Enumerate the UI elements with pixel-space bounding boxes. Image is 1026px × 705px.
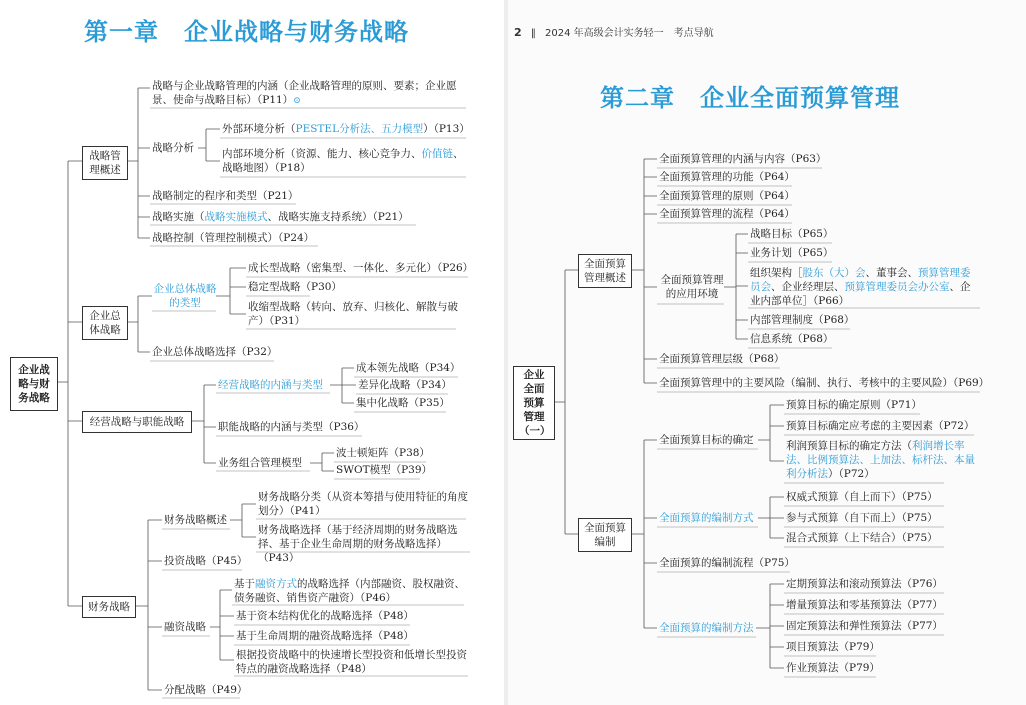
node-item: 成本领先战略（P34） <box>356 362 461 374</box>
node-item: 全面预算管理的原则（P64） <box>659 190 795 202</box>
node-item: 财务战略概述 <box>164 514 227 526</box>
node-item: 利润预算目标的确定方法（利润增长率法、比例预算法、上加法、标杆法、本量利分析法）（P72） <box>786 440 975 480</box>
node-item: 波士顿矩阵（P38） <box>336 447 430 459</box>
node-item: 参与式预算（自下而上）（P75） <box>786 512 938 524</box>
node-item: 全面预算的编制方式 <box>659 512 754 524</box>
node-item: 全面预算管理层级（P68） <box>659 353 785 365</box>
group-label: 企业总体战略 <box>89 310 121 336</box>
node-item: 基于资本结构优化的战略选择（P48） <box>236 610 414 622</box>
group-label: 全面预算编制 <box>584 522 626 548</box>
node-item: 全面预算管理的应用环境 <box>660 274 724 300</box>
root-node <box>513 366 555 440</box>
node-item: 项目预算法（P79） <box>786 641 880 653</box>
node-item: 定期预算法和滚动预算法（P76） <box>786 578 943 590</box>
node-item: 战略目标（P65） <box>750 228 834 240</box>
group-node <box>82 306 128 340</box>
group-label: 财务战略 <box>88 601 130 613</box>
node-item: 全面预算的编制流程（P75） <box>659 557 795 569</box>
group-node <box>82 596 136 618</box>
node-item: 组织架构［股东（大）会、董事会、预算管理委员会、企业经理层、预算管理委员会办公室、企业内部单位］（P66） <box>750 267 971 307</box>
node-item: 财务战略分类（从资本筹措与使用特征的角度划分）（P41） <box>258 491 468 517</box>
root-label: 企业全面预算管理（一） <box>519 369 551 437</box>
root-node <box>10 357 58 411</box>
node-item: 战略实施（战略实施模式、战略实施支持系统）（P21） <box>152 211 409 223</box>
node-item: 收缩型战略（转向、放弃、归核化、解散与破产）（P31） <box>248 301 458 327</box>
node-item: 战略与企业战略管理的内涵（企业战略管理的原则、要素；企业愿景、使命与战略目标）（P11）⊙ <box>152 80 457 106</box>
node-item: 预算目标的确定原则（P71） <box>786 399 922 411</box>
node-item: 固定预算法和弹性预算法（P77） <box>786 620 943 632</box>
node-item: 差异化战略（P34） <box>358 379 452 391</box>
node-item: 外部环境分析（PESTEL分析法、五力模型）（P13） <box>222 123 470 135</box>
node-item: 全面预算目标的确定 <box>659 434 754 446</box>
node-item: 业务计划（P65） <box>750 247 834 259</box>
running-header: 2 ‖ 2024 年高级会计实务轻一 考点导航 <box>514 26 714 39</box>
group-label: 经营战略与职能战略 <box>89 416 185 428</box>
group-node <box>82 411 192 433</box>
node-item: 企业总体战略的类型 <box>153 283 217 309</box>
node-item: 战略制定的程序和类型（P21） <box>152 190 299 202</box>
node-item: 基于融资方式的战略选择（内部融资、股权融资、债务融资、销售资产融资）（P46） <box>234 578 465 604</box>
node-item: 内部环境分析（资源、能力、核心竞争力、价值链、战略地图）（P18） <box>222 148 464 174</box>
node-item: 财务战略选择（基于经济周期的财务战略选择、基于企业生命周期的财务战略选择）（P43） <box>258 524 458 564</box>
node-item: 职能战略的内涵与类型（P36） <box>218 421 365 433</box>
chapter-title: 第一章 企业战略与财务战略 <box>84 17 409 46</box>
node-item: 预算目标确定应考虑的主要因素（P72） <box>786 420 975 432</box>
node-item: 全面预算管理的内涵与内容（P63） <box>659 153 827 165</box>
node-item: 企业总体战略选择（P32） <box>152 346 278 358</box>
root-label: 企业战略与财务战略 <box>18 364 50 404</box>
node-item: 集中化战略（P35） <box>356 397 450 409</box>
node-item: 融资战略 <box>164 621 206 633</box>
group-label: 全面预算管理概述 <box>584 258 626 284</box>
node-item: 战略控制（管理控制模式）（P24） <box>152 232 315 244</box>
node-item: 全面预算管理中的主要风险（编制、执行、考核中的主要风险）（P69） <box>659 377 990 389</box>
node-item: 投资战略（P45） <box>164 555 248 567</box>
node-item: 混合式预算（上下结合）（P75） <box>786 532 938 544</box>
node-item: 稳定型战略（P30） <box>248 281 342 293</box>
node-item: 增量预算法和零基预算法（P77） <box>786 599 943 611</box>
node-item: 成长型战略（密集型、一体化、多元化）（P26） <box>248 262 474 274</box>
page-number: 2 <box>514 26 522 39</box>
group-node <box>82 146 128 180</box>
node-item: 根据投资战略中的快速增长型投资和低增长型投资特点的融资战略选择（P48） <box>236 649 467 675</box>
node-item: 信息系统（P68） <box>750 333 834 345</box>
node-item: 全面预算管理的功能（P64） <box>659 171 795 183</box>
node-item: 分配战略（P49） <box>164 684 248 696</box>
group-node <box>578 518 632 552</box>
node-item: 战略分析 <box>152 142 194 154</box>
group-label: 战略管理概述 <box>89 150 121 176</box>
node-item: 作业预算法（P79） <box>786 662 880 674</box>
node-item: 全面预算的编制方法 <box>659 622 754 634</box>
node-item: 基于生命周期的融资战略选择（P48） <box>236 630 414 642</box>
chapter-title: 第二章 企业全面预算管理 <box>600 83 900 112</box>
node-item: 权威式预算（自上而下）（P75） <box>786 491 938 503</box>
header-text: 2024 年高级会计实务轻一 考点导航 <box>545 28 714 39</box>
node-item: 业务组合管理模型 <box>218 457 302 469</box>
group-node <box>578 254 632 288</box>
node-item: 内部管理制度（P68） <box>750 314 855 326</box>
node-item: 经营战略的内涵与类型 <box>218 379 323 391</box>
node-item: SWOT模型（P39） <box>336 464 433 476</box>
node-item: 全面预算管理的流程（P64） <box>659 208 795 220</box>
